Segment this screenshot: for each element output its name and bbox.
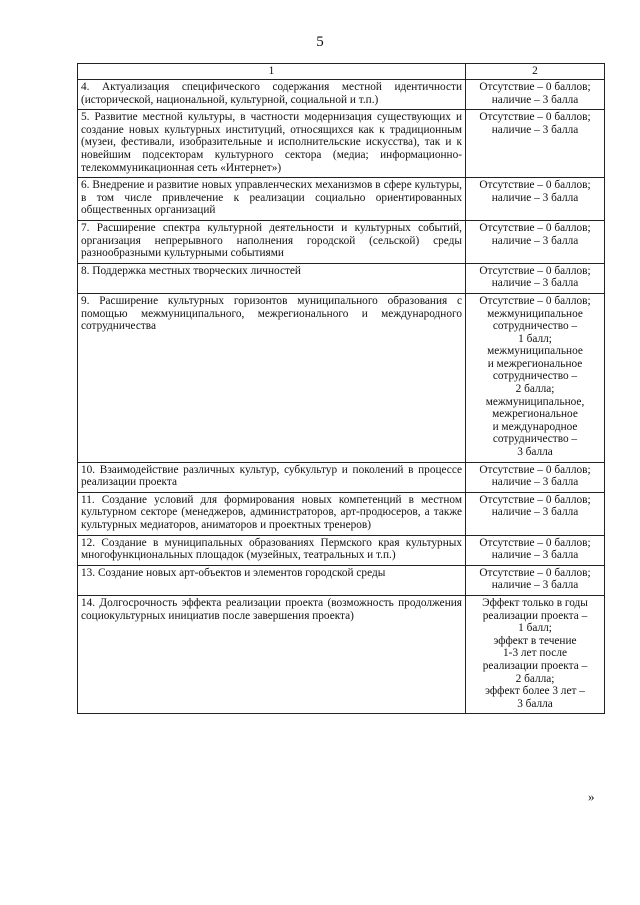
score-line: 1 балл; [518, 622, 552, 635]
score-line: Отсутствие – 0 баллов; [479, 179, 591, 192]
score-line: сотрудничество – [492, 320, 578, 333]
column-header-2: 2 [466, 64, 605, 80]
score-cell [466, 110, 605, 178]
score-line: реализации проекта – [482, 659, 588, 672]
score-line: Отсутствие – 0 баллов; [479, 463, 591, 476]
score-line: наличие – 3 балла [491, 93, 579, 106]
score-line: межмуниципальное, [485, 395, 585, 408]
table-row [78, 110, 605, 178]
column-header-1: 1 [78, 64, 466, 80]
score-line: 3 балла [517, 446, 553, 459]
score-line: межрегиональное [492, 408, 578, 421]
score-line: наличие – 3 балла [491, 579, 579, 592]
criterion-cell: 12. Создание в муниципальных образованиях Пермского края культурных многофункциональных площадок (музейных, театральных и т.п.) [78, 535, 466, 565]
score-line: Отсутствие – 0 баллов; [479, 221, 591, 234]
criterion-cell: 5. Развитие местной культуры, в частности модернизация существующих и создание новых культурных институций, относящихся как к традиционным (музеи, фестивали, изобразительные и исполнительские искусства), так и к новейшим подсекторам культурного сектора (медиа; информационно-телекоммуникационная сеть «Интернет») [78, 110, 466, 178]
table-row [78, 535, 605, 565]
score-cell [466, 492, 605, 535]
score-line: сотрудничество – [492, 433, 578, 446]
score-cell [466, 80, 605, 110]
table-row [78, 462, 605, 492]
table-header-row [78, 64, 605, 80]
score-line: наличие – 3 балла [491, 549, 579, 562]
score-line: межмуниципальное [487, 307, 583, 320]
score-line: эффект более 3 лет – [485, 685, 585, 698]
score-line: Эффект только в годы [482, 596, 588, 609]
score-line: эффект в течение [493, 634, 577, 647]
table-row [78, 492, 605, 535]
score-line: Отсутствие – 0 баллов; [479, 294, 591, 307]
score-cell [466, 293, 605, 462]
table-row [78, 565, 605, 595]
score-line: наличие – 3 балла [491, 476, 579, 489]
score-line: Отсутствие – 0 баллов; [479, 264, 591, 277]
score-line: наличие – 3 балла [491, 277, 579, 290]
score-line: Отсутствие – 0 баллов; [479, 493, 591, 506]
score-cell [466, 565, 605, 595]
score-line: наличие – 3 балла [491, 123, 579, 136]
criterion-cell: 8. Поддержка местных творческих личностей [78, 263, 466, 293]
criterion-cell: 13. Создание новых арт-объектов и элементов городской среды [78, 565, 466, 595]
table-row [78, 293, 605, 462]
table-body [78, 80, 605, 714]
score-cell [466, 263, 605, 293]
criterion-cell: 11. Создание условий для формирования новых компетенций в местном культурном секторе (менеджеров, администраторов, арт-продюсеров, а также культурных медиаторов, аниматоров и проектных тренеров) [78, 492, 466, 535]
criterion-cell: 10. Взаимодействие различных культур, субкультур и поколений в процессе реализации проекта [78, 462, 466, 492]
criterion-cell: 9. Расширение культурных горизонтов муниципального образования с помощью межмуниципального, межрегионального и международного сотрудничества [78, 293, 466, 462]
table-row [78, 595, 605, 713]
score-cell [466, 220, 605, 263]
score-cell [466, 462, 605, 492]
table-row [78, 220, 605, 263]
criterion-cell: 4. Актуализация специфического содержания местной идентичности (исторической, национальной, культурной, социальной и т.п.) [78, 80, 466, 110]
score-line: и межрегиональное [487, 357, 583, 370]
score-line: реализации проекта – [482, 609, 588, 622]
closing-quote-mark: » [588, 789, 595, 804]
criterion-cell: 14. Долгосрочность эффекта реализации проекта (возможность продолжения социокультурных инициатив после завершения проекта) [78, 595, 466, 713]
score-line: межмуниципальное [487, 345, 583, 358]
score-line: Отсутствие – 0 баллов; [479, 81, 591, 93]
score-cell [466, 178, 605, 221]
score-line: Отсутствие – 0 баллов; [479, 536, 591, 549]
table-row [78, 178, 605, 221]
score-line: наличие – 3 балла [491, 191, 579, 204]
score-line: 1-3 лет после [503, 647, 567, 660]
score-line: 1 балл; [518, 332, 552, 345]
score-line: наличие – 3 балла [491, 506, 579, 519]
score-line: наличие – 3 балла [491, 234, 579, 247]
page-number: 5 [316, 34, 324, 50]
score-cell [466, 535, 605, 565]
score-line: сотрудничество – [492, 370, 578, 383]
criterion-cell: 7. Расширение спектра культурной деятельности и культурных событий, организация непрерывного наполнения городской (сельской) среды разнообразными культурными событиями [78, 220, 466, 263]
table-row [78, 80, 605, 110]
score-cell [466, 595, 605, 713]
score-line: Отсутствие – 0 баллов; [479, 566, 591, 579]
score-line: и международное [492, 420, 578, 433]
score-line: 2 балла; [515, 672, 555, 685]
criterion-cell: 6. Внедрение и развитие новых управленческих механизмов в сфере культуры, в том числе привлечение к реализации социально ориентированных общественных организаций [78, 178, 466, 221]
score-line: 2 балла; [515, 383, 555, 396]
score-line: Отсутствие – 0 баллов; [479, 111, 591, 124]
score-line: 3 балла [517, 697, 553, 710]
table-row [78, 263, 605, 293]
criteria-table [77, 63, 605, 714]
